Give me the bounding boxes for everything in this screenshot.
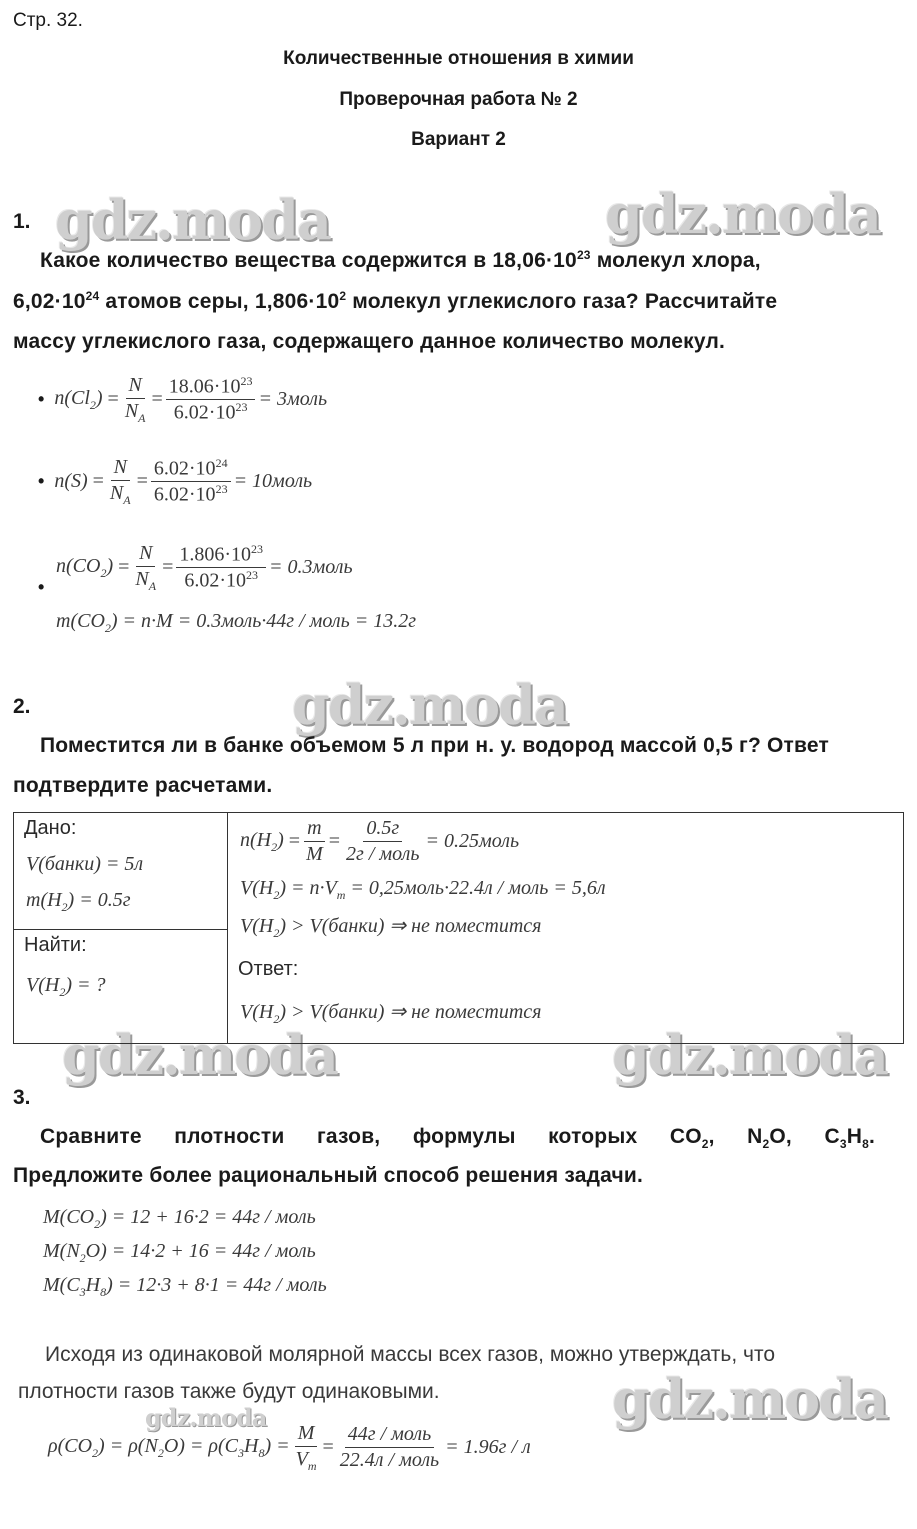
conclusion-line-1: Исходя из одинаковой молярной массы всех газов, можно утверждать, что (45, 1343, 776, 1366)
solution-cell (228, 813, 904, 1044)
answer-label: Ответ: (238, 958, 299, 980)
task-3-number: 3. (13, 1086, 31, 1109)
task-2-question-line-1: Поместится ли в банке объемом 5 л при н. у. водород массой 0,5 г? Ответ (40, 734, 829, 757)
task-1-question-line-3: массу углекислого газа, содержащего данное количество молекул. (13, 330, 726, 353)
watermark: gdz.moda (55, 188, 330, 252)
formula-compare: $V(H_2)$ > V(банки) ⇒ не поместится (240, 915, 542, 940)
watermark: gdz.moda (62, 1023, 337, 1087)
formula-m-co2-molar: $M(CO_2) = 12 + 16\cdot 2 = 44г$ / моль (43, 1206, 316, 1231)
given-cell (14, 813, 228, 930)
task-1-number: 1. (13, 210, 31, 233)
variant-label: Вариант 2 (411, 129, 506, 150)
task-2-question-line-2: подтвердите расчетами. (13, 774, 273, 797)
bullet-icon: • (38, 471, 45, 492)
page-title: Количественные отношения в химии (283, 48, 634, 69)
task-3-question-line-1: Сравните плотности газов, формулы которых $CO_2$, $N_2O$, $C_3H_8$. (40, 1125, 875, 1152)
bullet-icon: • (38, 577, 45, 597)
page-subtitle: Проверочная работа № 2 (339, 89, 578, 110)
given-solution-table (13, 812, 904, 1044)
formula-m-co2: $m(CO_2) = n\cdot M$ = 0.3моль·44г / моль = 13.2г (56, 610, 417, 635)
task-3-question-line-2: Предложите более рациональный способ решения задачи. (13, 1164, 644, 1187)
given-mass: $m(H_2) = 0.5г$ (26, 889, 131, 914)
watermark: gdz.moda (605, 182, 880, 246)
formula-density: $\rho(CO_2) = \rho(N_2O) = \rho(C_3H_8)$ = $\frac{M}{V_m}$ = $\frac{\text{44г / моль}}{\text{22.4л / моль}}$ = 1.96г / л (48, 1422, 531, 1473)
given-volume: V(банки) = 5л (26, 853, 144, 875)
formula-n-co2: $n(CO_2)$ = $\frac{N}{N_A}$ = $\frac{1.806\cdot 10^{23}}{6.02\cdot 10^{23}}$ = 0.3моль (56, 541, 353, 593)
watermark: gdz.moda (292, 673, 567, 737)
formula-m-n2o-molar: $M(N_2O) = 14\cdot 2 + 16 = 44г$ / моль (43, 1240, 316, 1265)
watermark: gdz.moda (145, 1403, 267, 1432)
conclusion-line-2: плотности газов также будут одинаковыми. (18, 1380, 440, 1403)
watermark: gdz.moda (612, 1023, 887, 1087)
answer-formula: $V(H_2)$ > V(банки) ⇒ не поместится (240, 1001, 542, 1026)
task-1-question-line-1: Какое количество вещества содержится в $18,06\cdot 10^{23}$ молекул хлора, (40, 248, 761, 272)
find-label: Найти: (24, 934, 87, 956)
formula-n-cl2: • $n(Cl_2)$ = $\frac{N}{N_A}$ = $\frac{18.06\cdot 10^{23}}{6.02\cdot 10^{23}}$ = 3моль (38, 373, 328, 425)
find-volume: $V(H_2)$ = ? (26, 974, 106, 999)
formula-m-c3h8-molar: $M(C_3H_8) = 12\cdot 3 + 8\cdot 1 = 44г$ / моль (43, 1274, 327, 1299)
task-2-number: 2. (13, 695, 31, 718)
bullet-icon: • (38, 389, 45, 410)
given-label: Дано: (24, 817, 77, 839)
find-cell (14, 930, 228, 1044)
page-label: Стр. 32. (13, 10, 83, 31)
formula-n-h2: $n(H_2)$ = $\frac{m}{M}$ = $\frac{0.5г}{\text{2г / моль}}$ = 0.25моль (240, 817, 520, 865)
formula-n-s: • n(S) = $\frac{N}{N_A}$ = $\frac{6.02\cdot 10^{24}}{6.02\cdot 10^{23}}$ = 10моль (38, 455, 313, 507)
formula-v-h2: $V(H_2) = n\cdot V_m$ = 0,25моль·22.4л / моль = 5,6л (240, 877, 606, 902)
task-1-question-line-2: $6,02\cdot 10^{24}$ атомов серы, $1,806\cdot 10^2$ молекул углекислого газа? Рассчитайте (13, 289, 778, 313)
watermark: gdz.moda (612, 1367, 887, 1431)
